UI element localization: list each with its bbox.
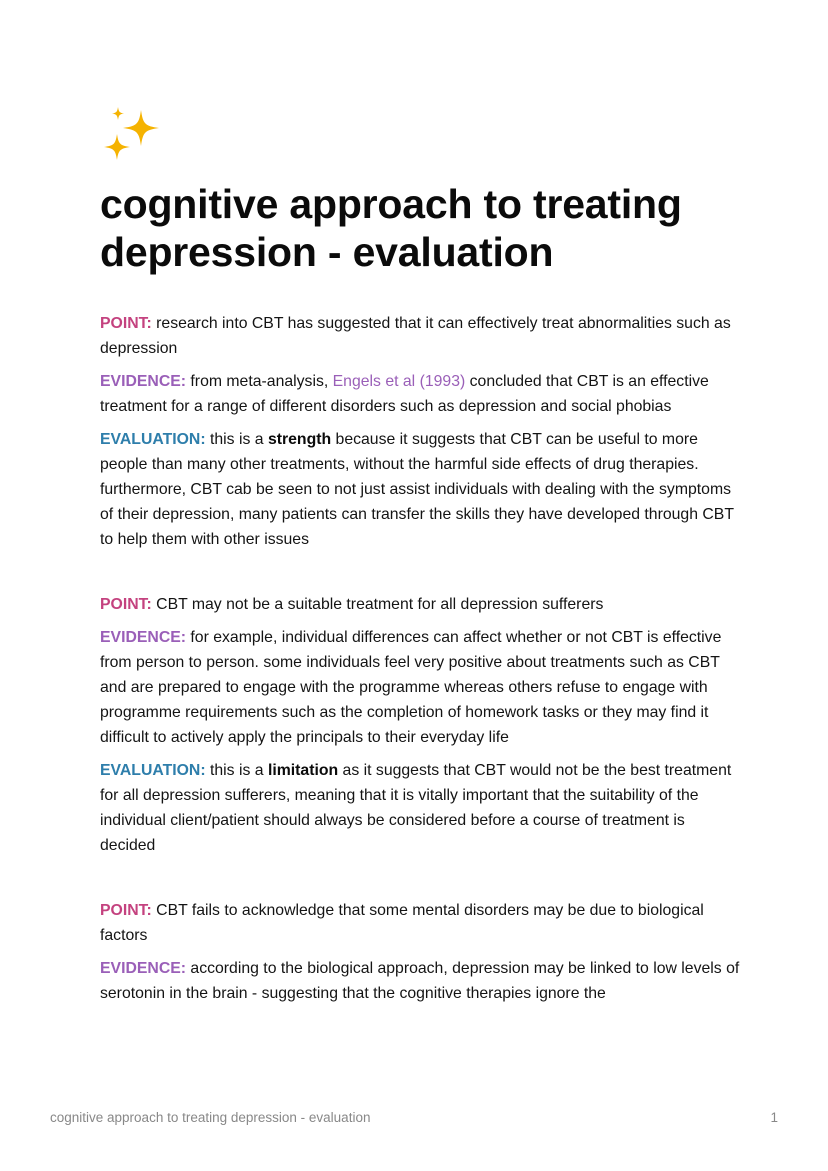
evidence-paragraph [100, 369, 740, 419]
evidence-text: for example, individual differences can affect whether or not CBT is effective from person to person. some individuals feel very positive about treatments such as CBT and are prepared to engage with the programme whereas others refuse to engage with programme requirements such as the completion of homework tasks or they may find it difficult to actively apply the principals to their everyday life [100, 629, 722, 746]
evaluation-paragraph [100, 427, 740, 552]
point-paragraph [100, 592, 740, 617]
point-paragraph [100, 898, 740, 948]
evidence-label: EVIDENCE: [100, 629, 187, 646]
evaluation-text-continued: as it suggests that CBT would not be the best treatment for all depression sufferers, meaning that it is vitally important that the suitability of the individual client/patient should always be considered before a course of treatment is decided [100, 762, 732, 854]
evaluation-paragraph [100, 758, 740, 858]
page-title: cognitive approach to treating depression - evaluation [100, 181, 682, 275]
page-content [100, 104, 740, 1014]
point-paragraph [100, 311, 740, 361]
evaluation-text: this is a [205, 431, 268, 448]
point-label: POINT: [100, 315, 152, 332]
evaluation-text: this is a [205, 762, 268, 779]
point-text: CBT may not be a suitable treatment for all depression sufferers [151, 596, 604, 613]
evidence-paragraph [100, 625, 740, 750]
evidence-label: EVIDENCE: [100, 960, 187, 977]
footer-page-number: 1 [770, 1110, 778, 1125]
evaluation-label: EVALUATION: [100, 431, 206, 448]
evidence-text: from meta-analysis, [186, 373, 333, 390]
argument-section-1 [100, 311, 740, 552]
point-label: POINT: [100, 902, 152, 919]
argument-section-3 [100, 898, 740, 1006]
argument-section-2 [100, 592, 740, 858]
evaluation-keyword: limitation [267, 762, 339, 779]
evidence-label: EVIDENCE: [100, 373, 187, 390]
point-text: research into CBT has suggested that it can effectively treat abnormalities such as depression [100, 315, 731, 357]
evidence-text-continued: concluded that CBT is an effective treatment for a range of different disorders such as depression and social phobias [100, 373, 709, 415]
footer-title: cognitive approach to treating depression - evaluation [50, 1110, 371, 1125]
citation-link[interactable]: Engels et al (1993) [332, 373, 466, 390]
evaluation-text-continued: because it suggests that CBT can be useful to more people than many other treatments, without the harmful side effects of drug therapies. furthermore, CBT cab be seen to not just assist individuals with dealing with the symptoms of their depression, many patients can transfer the skills they have developed through CBT to help them with other issues [100, 431, 734, 548]
point-label: POINT: [100, 596, 152, 613]
evidence-text: according to the biological approach, depression may be linked to low levels of serotonin in the brain - suggesting that the cognitive therapies ignore the [100, 960, 740, 1002]
evidence-paragraph [100, 956, 740, 1006]
point-text: CBT fails to acknowledge that some mental disorders may be due to biological factors [100, 902, 704, 944]
sparkles-icon [101, 104, 163, 166]
evaluation-label: EVALUATION: [100, 762, 206, 779]
evaluation-keyword: strength [267, 431, 332, 448]
